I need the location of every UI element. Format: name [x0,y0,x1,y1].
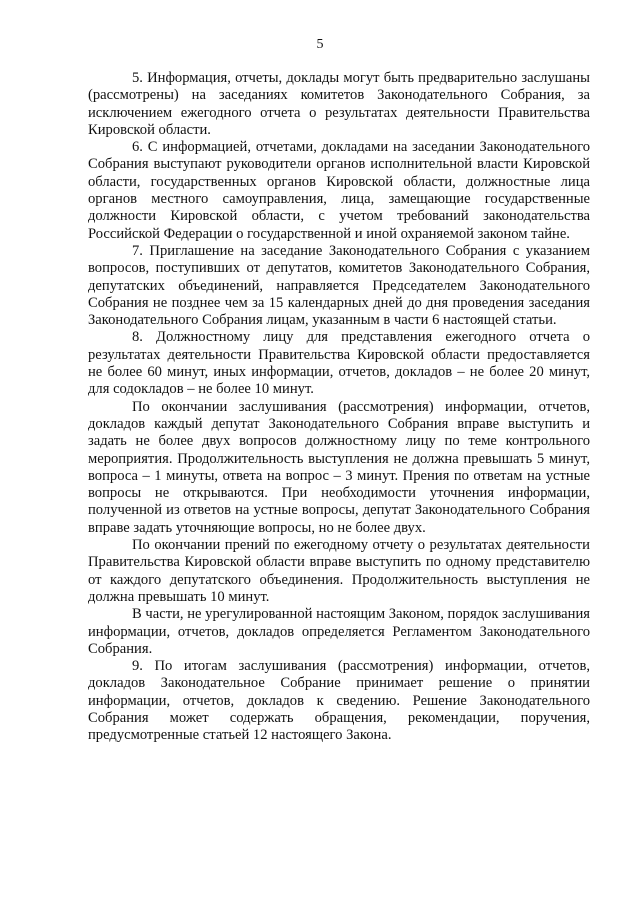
paragraph-questions: По окончании заслушивания (рассмотрения) информации, отчетов, докладов каждый депутат Законодательного Собрания вправе выступить и задать не более двух вопросов должностному лицу по теме контрольного мероприятия. Продолжительность выступления не должна превышать 5 минут, вопроса – 1 минуты, ответа на вопрос – 3 минут. Прения по ответам на устные вопросы не открываются. При необходимости уточнения информации, полученной из ответов на устные вопросы, депутат Законодательного Собрания вправе задать уточняющие вопросы, но не более двух. [88,398,590,536]
paragraph-part-9: 9. По итогам заслушивания (рассмотрения) информации, отчетов, докладов Законодательное Собрание принимает решение о принятии информации, отчетов, докладов к сведению. Решение Законодательного Собрания может содержать обращения, рекомендации, поручения, предусмотренные статьей 12 настоящего Закона. [88,658,590,744]
page-number: 5 [316,37,324,52]
paragraph-part-8: 8. Должностному лицу для представления ежегодного отчета о результатах деятельности Правительства Кировской области предоставляется не более 60 минут, иных информации, отчетов, докладов – не более 20 минут, для содокладов – не более 10 минут. [88,329,590,398]
paragraph-part-6: 6. С информацией, отчетами, докладами на заседании Законодательного Собрания выступают руководители органов исполнительной власти Кировской области, государственных органов Кировской области, должностные лица органов местного самоуправления, лица, замещающие государственные должности Кировской области, с учетом требований законодательства Российской Федерации о государственной и иной охраняемой законом тайне. [88,139,590,242]
paragraph-debate: По окончании прений по ежегодному отчету о результатах деятельности Правительства Кировской области вправе выступить по одному представителю от каждого депутатского объединения. Продолжительность выступления не должна превышать 10 минут. [88,537,590,605]
paragraph-regulation: В части, не урегулированной настоящим Законом, порядок заслушивания информации, отчетов, докладов определяется Регламентом Законодательного Собрания. [88,606,590,657]
paragraph-part-7: 7. Приглашение на заседание Законодательного Собрания с указанием вопросов, поступивших от депутатов, комитетов Законодательного Собрания, депутатских объединений, направляется Председателем Законодательного Собрания не позднее чем за 15 календарных дней до дня проведения заседания Законодательного Собрания лицам, указанным в части 6 настоящей статьи. [88,242,590,329]
paragraph-part-5: 5. Информация, отчеты, доклады могут быть предварительно заслушаны (рассмотрены) на заседаниях комитетов Законодательного Собрания, за исключением ежегодного отчета о результатах деятельности Правительства Кировской области. [88,70,590,138]
document-body [88,70,590,745]
